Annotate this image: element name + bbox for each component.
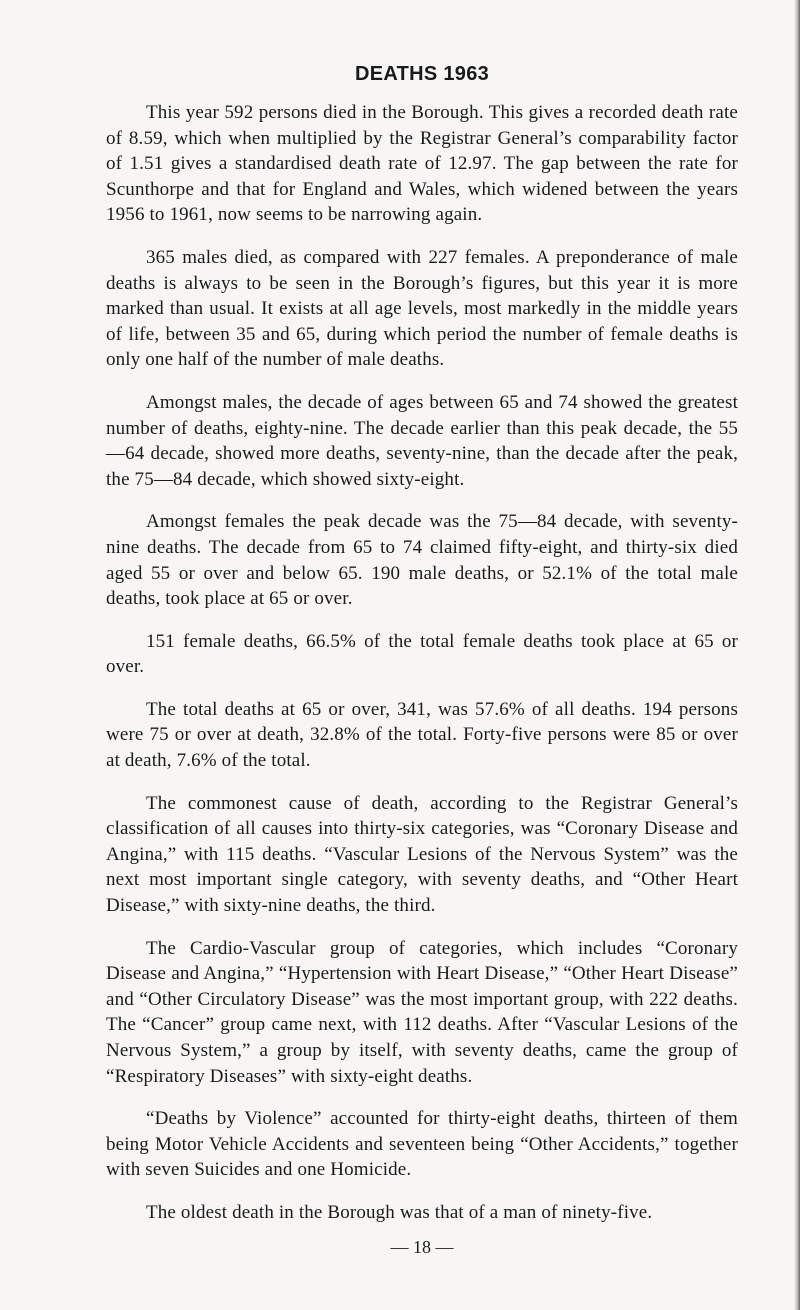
paragraph-oldest-death: The oldest death in the Borough was that of a man of ninety-five. xyxy=(146,1201,653,1223)
page-title: DEATHS 1963 xyxy=(354,63,490,85)
page-number: — 18 — xyxy=(390,1236,454,1257)
paragraph-total-65-over: The total deaths at 65 or over, 341, was 57.6% of all deaths. 194 persons were 75 or over at death, 32.8% of the total. Forty-five persons were 85 or over at death, 7.6% of the total. xyxy=(106,698,738,772)
page-edge-shadow xyxy=(794,0,800,1310)
paragraph-violence: “Deaths by Violence” accounted for thirty-eight deaths, thirteen of them being Motor Vehicle Accidents and seventeen being “Other Accidents,” together with seven Suicides and one Homicide. xyxy=(106,1108,738,1181)
paragraph-commonest-cause: The commonest cause of death, according to the Registrar General’s classification of all causes into thirty-six categories, was “Coronary Disease and Angina,” with 115 deaths. “Vascular Lesions of the Nervous System” was the next most important single category, with seventy deaths, and “Other Heart Disease,” with sixty-nine deaths, the third. xyxy=(106,792,738,917)
paragraph-males-decades: Amongst males, the decade of ages between 65 and 74 showed the greatest number of deaths, eighty-nine. The decade earlier than this peak decade, the 55—64 decade, showed more deaths, seventy-nine, than the decade after the peak, the 75—84 decade, which showed sixty-eight. xyxy=(106,391,738,490)
paragraph-cardio-vascular: The Cardio-Vascular group of categories, which includes “Coronary Disease and Angina,” “Hypertension with Heart Disease,” “Other Heart Disease” and “Other Circulatory Disease” was the most important group, with 222 deaths. The “Cancer” group came next, with 112 deaths. After “Vascular Lesions of the Nervous System,” a group by itself, with seventy deaths, came the group of “Respiratory Diseases” with sixty-eight deaths. xyxy=(106,937,738,1087)
paragraph-male-female: 365 males died, as compared with 227 females. A preponderance of male deaths is always to be seen in the Borough’s figures, but this year it is more marked than usual. It exists at all age levels, most markedly in the middle years of life, between 35 and 65, during which period the number of female deaths is only one half of the number of male deaths. xyxy=(106,246,738,371)
paragraph-death-rate: This year 592 persons died in the Borough. This gives a recorded death rate of 8.59, which when multiplied by the Registrar General’s comparability factor of 1.51 gives a standardised death rate of 12.97. The gap between the rate for Scunthorpe and that for England and Wales, which widened between the years 1956 to 1961, now seems to be narrowing again. xyxy=(106,102,738,226)
document-page xyxy=(106,62,738,1258)
paragraph-female-65-over: 151 female deaths, 66.5% of the total female deaths took place at 65 or over. xyxy=(106,630,738,678)
paragraph-females-decades: Amongst females the peak decade was the 75—84 decade, with seventy-nine deaths. The decade from 65 to 74 claimed fifty-eight, and thirty-six died aged 55 or over and below 65. 190 male deaths, or 52.1% of the total male deaths, took place at 65 or over. xyxy=(106,511,738,610)
